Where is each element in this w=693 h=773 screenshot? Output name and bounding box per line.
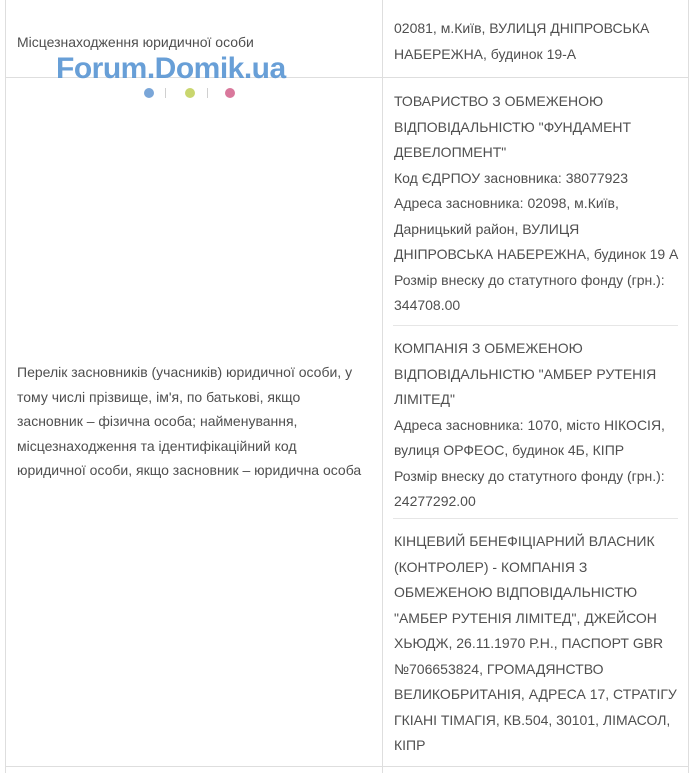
- founder-line: 24277292.00: [394, 493, 476, 509]
- founder-line: №706653824, ГРОМАДЯНСТВО: [394, 660, 604, 677]
- founder-line: КІНЦЕВИЙ БЕНЕФІЦІАРНИЙ ВЛАСНИК: [394, 533, 655, 549]
- founder-line: ЛІМІТЕД": [394, 391, 455, 407]
- watermark-tick-icon: [207, 88, 208, 98]
- founder-line: 344708.00: [394, 297, 461, 313]
- watermark-dot-blue-icon: [144, 88, 154, 98]
- watermark-tick-icon: [165, 88, 166, 98]
- founder-line: Адреса засновника: 1070, місто НІКОСІЯ,: [394, 416, 665, 433]
- founder-line: Код ЄДРПОУ засновника: 38077923: [394, 169, 629, 186]
- watermark-logo: Forum.Domik.ua: [56, 52, 286, 85]
- founder-line: ДЕВЕЛОПМЕНТ": [394, 144, 507, 160]
- founder-line: КІПР: [394, 737, 426, 753]
- founder-line: ВІДПОВІДАЛЬНІСТЮ "АМБЕР РУТЕНІЯ: [394, 365, 657, 382]
- label-line: тому числі прізвище, ім'я, по батькові, якщо: [17, 388, 301, 405]
- table-row-founders: [6, 78, 688, 767]
- founder-divider: [393, 518, 678, 519]
- founder-line: ХЬЮДЖ, 26.11.1970 Р.Н., ПАСПОРТ GBR: [394, 635, 664, 651]
- value-line: 02081, м.Київ, ВУЛИЦЯ ДНІПРОВСЬКА: [394, 20, 650, 36]
- registry-table: [5, 0, 689, 773]
- founder-line: вулиця ОРФЕОС, будинок 4Б, КІПР: [394, 442, 625, 458]
- watermark-dot-green-icon: [185, 88, 195, 98]
- founder-entry-amber: [394, 336, 684, 515]
- founder-entry-fundament: [394, 89, 684, 319]
- founder-line: Дарницький район, ВУЛИЦЯ: [394, 220, 580, 237]
- watermark-dot-pink-icon: [225, 88, 235, 98]
- founder-line: Адреса засновника: 02098, м.Київ,: [394, 195, 619, 211]
- founder-line: ГКІАНІ ТІМАГІЯ, КВ.504, 30101, ЛІМАСОЛ,: [394, 711, 671, 728]
- founder-line: Розмір внеску до статутного фонду (грн.):: [394, 271, 665, 288]
- founder-line: ДНІПРОВСЬКА НАБЕРЕЖНА, будинок 19 А: [394, 246, 679, 262]
- founder-line: ТОВАРИСТВО З ОБМЕЖЕНОЮ: [394, 93, 604, 109]
- founder-line: "АМБЕР РУТЕНІЯ ЛІМІТЕД", ДЖЕЙСОН: [394, 609, 657, 626]
- row-value-location: [394, 16, 684, 67]
- label-line: юридичної особи, якщо засновник – юридична особа: [17, 462, 362, 478]
- founder-line: ВІДПОВІДАЛЬНІСТЮ "ФУНДАМЕНТ: [394, 118, 632, 135]
- label-line: засновник – фізична особа; найменування,: [17, 413, 298, 429]
- founder-line: (КОНТРОЛЕР) - КОМПАНІЯ З: [394, 558, 588, 575]
- founder-line: КОМПАНІЯ З ОБМЕЖЕНОЮ: [394, 340, 583, 356]
- label-line: Перелік засновників (учасників) юридичної особи, у: [17, 364, 353, 380]
- row-label-location: Місцезнаходження юридичної особи: [17, 34, 254, 50]
- founder-line: ВЕЛИКОБРИТАНІЯ, АДРЕСА 17, СТРАТІГУ: [394, 686, 677, 702]
- founder-entry-beneficiary: [394, 529, 684, 759]
- founder-line: Розмір внеску до статутного фонду (грн.):: [394, 467, 665, 484]
- founder-divider: [393, 325, 678, 326]
- value-line: НАБЕРЕЖНА, будинок 19-А: [394, 45, 577, 62]
- founder-line: ОБМЕЖЕНОЮ ВІДПОВІДАЛЬНІСТЮ: [394, 584, 638, 600]
- label-line: місцезнаходження та ідентифікаційний код: [17, 437, 297, 454]
- row-label-founders: [17, 360, 367, 483]
